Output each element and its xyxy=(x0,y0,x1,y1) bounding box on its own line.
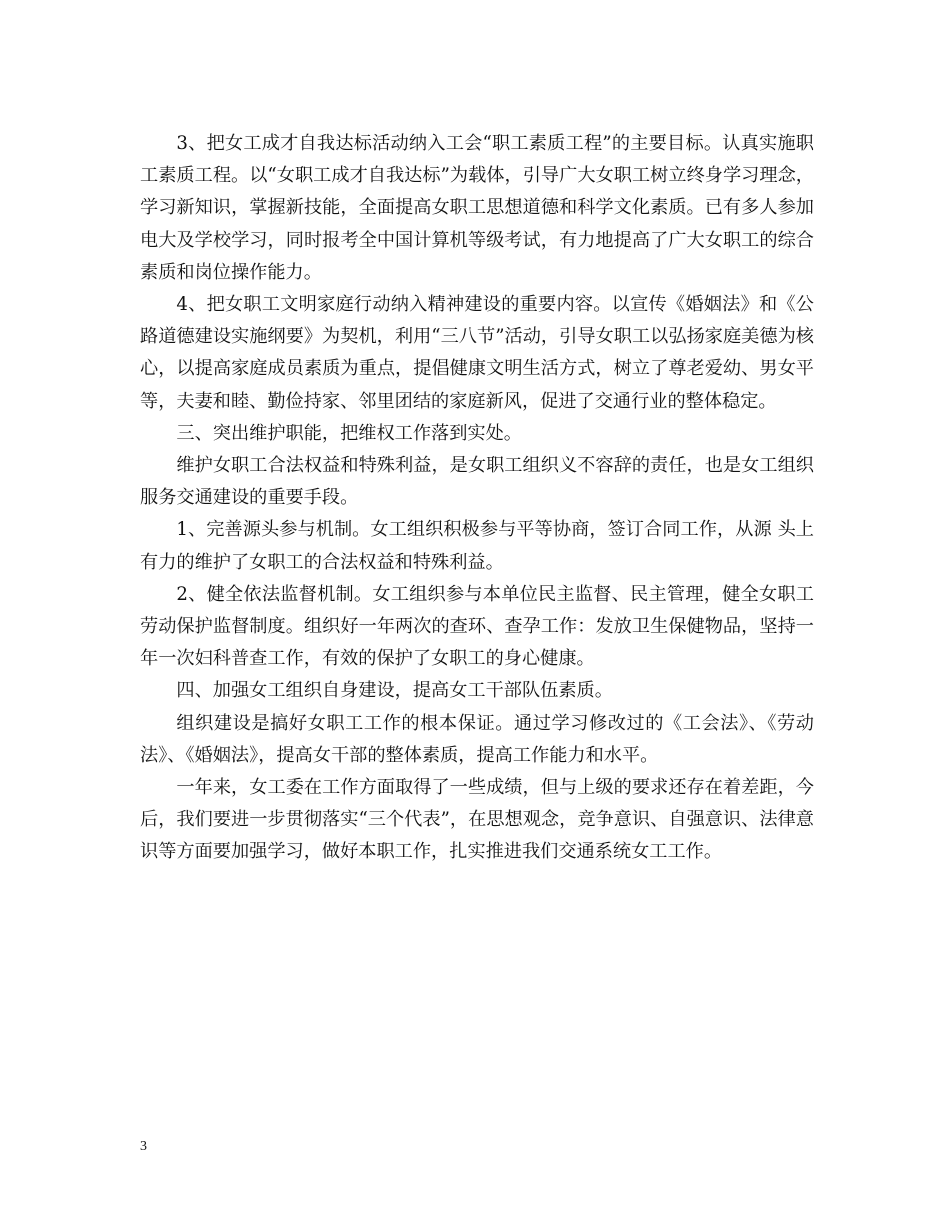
paragraph-7: 一年来，女工委在工作方面取得了一些成绩，但与上级的要求还存在着差距，今后，我们要进一步贯彻落实“三个代表”，在思想观念，竞争意识、自强意识、法律意识等方面要加强学习，做好本职工作，扎实推进我们交通系统女工工作。 xyxy=(140,777,814,863)
section-heading-4: 四、加强女工组织自身建设，提高女工干部队伍素质。 xyxy=(176,680,613,702)
body-text xyxy=(140,128,814,869)
paragraph-1: 3、把女工成才自我达标活动纳入工会“职工素质工程”的主要目标。认真实施职工素质工程。以“女职工成才自我达标”为载体，引导广大女职工树立终身学习理念，学习新知识，掌握新技能，全面提高女职工思想道德和科学文化素质。已有多人参加电大及学校学习，同时报考全中国计算机等级考试，有力地提高了广大女职工的综合素质和岗位操作能力。 xyxy=(140,133,814,283)
section-heading-3: 三、突出维护职能，把维权工作落到实处。 xyxy=(176,422,522,444)
paragraph-5: 2、健全依法监督机制。女工组织参与本单位民主监督、民主管理，健全女职工劳动保护监督制度。组织好一年两次的查环、查孕工作：发放卫生保健物品，坚持一年一次妇科普查工作，有效的保护了女职工的身心健康。 xyxy=(140,583,814,670)
page-number: 3 xyxy=(140,1139,147,1154)
paragraph-2: 4、把女职工文明家庭行动纳入精神建设的重要内容。以宣传《婚姻法》和《公路道德建设实施纲要》为契机，利用“三八节”活动，引导女职工以弘扬家庭美德为核心，以提高家庭成员素质为重点，提倡健康文明生活方式，树立了尊老爱幼、男女平等，夫妻和睦、勤俭持家、邻里团结的家庭新风，促进了交通行业的整体稳定。 xyxy=(140,294,814,412)
paragraph-4: 1、完善源头参与机制。女工组织积极参与平等协商，签订合同工作，从源 头上有力的维护了女职工的合法权益和特殊利益。 xyxy=(140,519,814,573)
paragraph-6: 组织建设是搞好女职工工作的根本保证。通过学习修改过的《工会法》、《劳动法》、《婚姻法》，提高女干部的整体素质，提高工作能力和水平。 xyxy=(140,712,814,766)
paragraph-3: 维护女职工合法权益和特殊利益，是女职工组织义不容辞的责任，也是女工组织服务交通建设的重要手段。 xyxy=(140,455,814,509)
